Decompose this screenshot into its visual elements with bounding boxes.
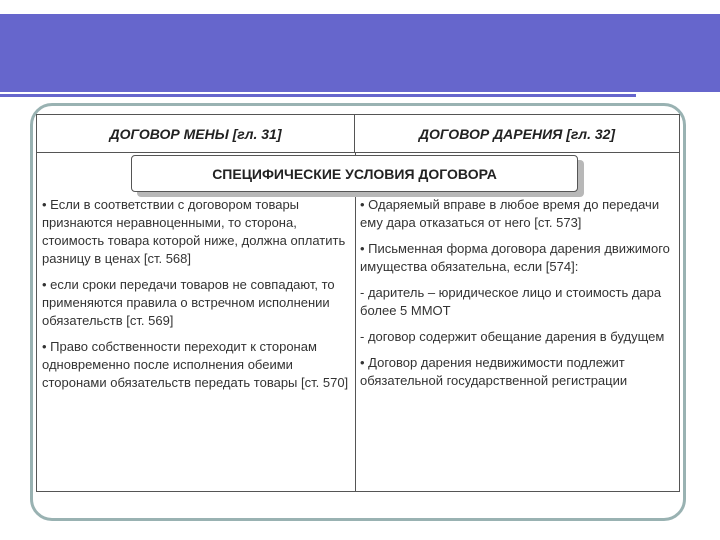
gift-condition-item: • Письменная форма договора дарения движимого имущества обязательна, если [574]: xyxy=(360,241,670,274)
gift-conditions-list xyxy=(360,196,678,398)
exchange-condition-item: • Если в соответствии с договором товары признаются неравноценными, то сторона, стоимость товара которой ниже, должна оплатить разницу в ценах [ст. 568] xyxy=(42,197,346,266)
header-underline xyxy=(0,94,636,97)
gift-condition-item: - даритель – юридическое лицо и стоимость дара более 5 ММОТ xyxy=(360,285,662,318)
gift-contract-header: ДОГОВОР ДАРЕНИЯ [гл. 32] xyxy=(355,115,679,153)
gift-condition-item: • Договор дарения недвижимости подлежит обязательной государственной регистрации xyxy=(360,355,628,388)
exchange-condition-item: • Право собственности переходит к сторонам одновременно после исполнения обеими сторонами обязательств передать товары [ст. 570] xyxy=(42,339,349,390)
section-title: СПЕЦИФИЧЕСКИЕ УСЛОВИЯ ДОГОВОРА xyxy=(131,155,578,192)
exchange-condition-item: • если сроки передачи товаров не совпадают, то применяются правила о встречном исполнении обязательств [ст. 569] xyxy=(42,277,335,328)
exchange-contract-header: ДОГОВОР МЕНЫ [гл. 31] xyxy=(37,115,355,153)
exchange-conditions-list xyxy=(42,196,354,400)
gift-condition-item: • Одаряемый вправе в любое время до передачи ему дара отказаться от него [ст. 573] xyxy=(360,197,660,230)
column-divider xyxy=(355,153,356,491)
gift-condition-item: - договор содержит обещание дарения в будущем xyxy=(360,329,665,344)
header-band xyxy=(0,14,720,92)
